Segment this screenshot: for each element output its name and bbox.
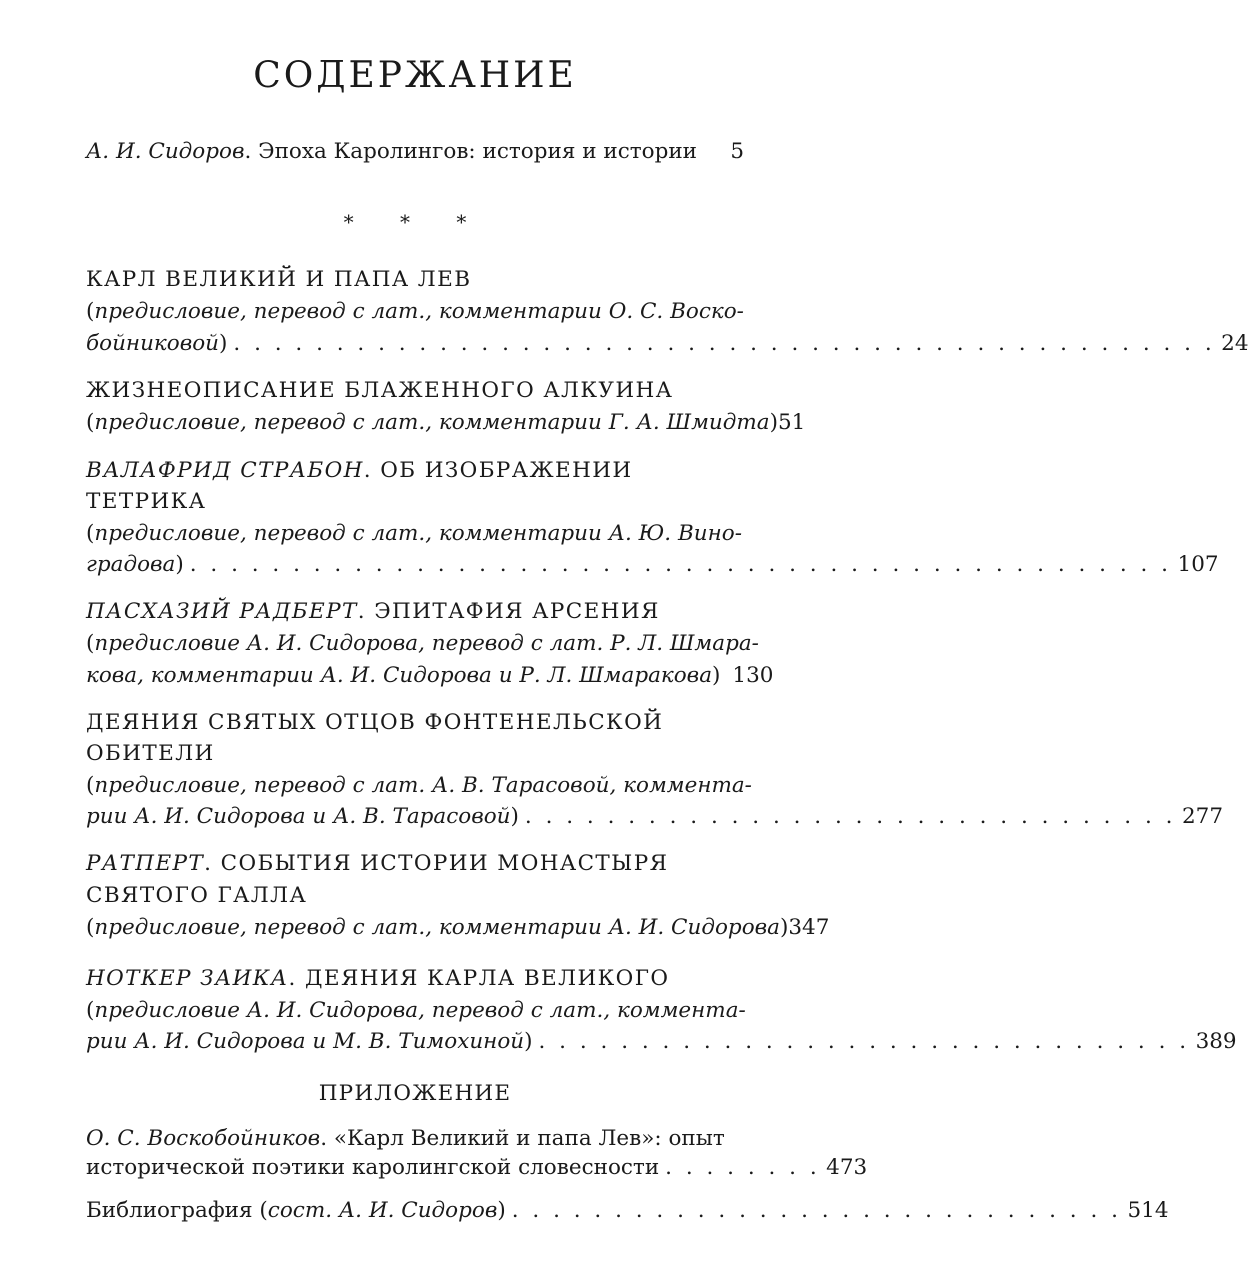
appendix-entry[interactable]: О. С. Воскобойников. «Карл Великий и папа Лев»: опыт: [86, 1126, 725, 1151]
entry-note-last: бойниковой) . . . . . . . . . . . . . . . . . . . . . . . . . . . . . . . . . . . . . . . . . . . . . . . . 24: [86, 329, 744, 359]
toc-entry-title[interactable]: ЖИЗНЕОПИСАНИЕ БЛАЖЕННОГО АЛКУИНА: [86, 378, 674, 403]
entry-note: (предисловие А. И. Сидорова, перевод с лат., коммента-: [86, 998, 746, 1023]
entry-note-last: рии А. И. Сидорова и М. В. Тимохиной) . . . . . . . . . . . . . . . . . . . . . . . . . . . . . . . . 389: [86, 1027, 744, 1057]
entry-note: (предисловие, перевод с лат., комментарии А. Ю. Вино-: [86, 521, 742, 546]
entry-author: А. И. Сидоров: [86, 139, 245, 164]
page-number: 389: [1195, 1029, 1237, 1054]
entry-author: РАТПЕРТ: [86, 851, 205, 876]
page-number: 130: [732, 663, 774, 688]
entry-note-last: кова, комментарии А. И. Сидорова и Р. Л. Шмаракова) 130: [86, 661, 744, 691]
page-number: 107: [1177, 552, 1219, 577]
toc-entry-title-cont: ОБИТЕЛИ: [86, 741, 215, 766]
section-separator: * * *: [343, 210, 487, 234]
appendix-entry-bibliography[interactable]: Библиография (сост. А. И. Сидоров) . . . . . . . . . . . . . . . . . . . . . . . . . . . . . . 514: [86, 1196, 744, 1226]
page-number: 51: [777, 410, 806, 435]
appendix-entry-last: исторической поэтики каролингской словесности . . . . . . . . 473: [86, 1153, 744, 1183]
entry-author: О. С. Воскобойников: [86, 1126, 321, 1151]
page-number: 473: [826, 1155, 868, 1180]
toc-entry-title[interactable]: НОТКЕР ЗАИКА. ДЕЯНИЯ КАРЛА ВЕЛИКОГО: [86, 966, 670, 991]
leader-dots: . . . . . . . . . . . . . . . . . . . . . . . . . . . . . . . .: [524, 804, 1176, 829]
entry-note-last: (предисловие, перевод с лат., комментарии А. И. Сидорова) 347: [86, 913, 744, 943]
toc-entry-title[interactable]: РАТПЕРТ. СОБЫТИЯ ИСТОРИИ МОНАСТЫРЯ: [86, 851, 669, 876]
page-number: 24: [1221, 331, 1249, 356]
page-number: 277: [1181, 804, 1224, 829]
leader-dots: . . . . . . . .: [665, 1155, 821, 1180]
entry-title: . Эпоха Каролингов: история и истории: [244, 139, 698, 164]
entry-note-last: (предисловие, перевод с лат., комментарии Г. А. Шмидта) 51: [86, 408, 744, 438]
appendix-heading: ПРИЛОЖЕНИЕ: [318, 1081, 512, 1106]
entry-author: ВАЛАФРИД СТРАБОН: [86, 458, 364, 483]
page-number: 5: [730, 139, 744, 164]
leader-dots: . . . . . . . . . . . . . . . . . . . . . . . . . . . . . .: [511, 1198, 1122, 1223]
entry-note: (предисловие, перевод с лат., комментарии О. С. Воско-: [86, 299, 744, 324]
entry-note: (предисловие, перевод с лат. А. В. Тарасовой, коммента-: [86, 773, 752, 798]
toc-entry-title[interactable]: ПАСХАЗИЙ РАДБЕРТ. ЭПИТАФИЯ АРСЕНИЯ: [86, 599, 660, 624]
page-number: 347: [788, 915, 830, 940]
toc-entry-intro[interactable]: [86, 137, 744, 167]
leader-dots: . . . . . . . . . . . . . . . . . . . . . . . . . . . . . . . .: [538, 1029, 1190, 1054]
entry-author: ПАСХАЗИЙ РАДБЕРТ: [86, 599, 358, 624]
toc-entry-title-cont: ТЕТРИКА: [86, 489, 207, 514]
toc-entry-title[interactable]: ВАЛАФРИД СТРАБОН. ОБ ИЗОБРАЖЕНИИ: [86, 458, 633, 483]
toc-entry-title[interactable]: ДЕЯНИЯ СВЯТЫХ ОТЦОВ ФОНТЕНЕЛЬСКОЙ: [86, 710, 664, 735]
entry-note-last: градова) . . . . . . . . . . . . . . . . . . . . . . . . . . . . . . . . . . . . . . . . . . . . . . . . 107: [86, 550, 744, 580]
toc-entry-title-cont: СВЯТОГО ГАЛЛА: [86, 883, 308, 908]
entry-note: (предисловие А. И. Сидорова, перевод с лат. Р. Л. Шмара-: [86, 631, 759, 656]
page-number: 514: [1127, 1198, 1169, 1223]
toc-entry-title[interactable]: КАРЛ ВЕЛИКИЙ И ПАПА ЛЕВ: [86, 267, 472, 292]
page-title: СОДЕРЖАНИЕ: [253, 55, 577, 96]
entry-note-last: рии А. И. Сидорова и А. В. Тарасовой) . . . . . . . . . . . . . . . . . . . . . . . . . . . . . . . . 277: [86, 802, 744, 832]
leader-dots: . . . . . . . . . . . . . . . . . . . . . . . . . . . . . . . . . . . . . . . . . . . . . . . .: [233, 331, 1216, 356]
leader-dots: . . . . . . . . . . . . . . . . . . . . . . . . . . . . . . . . . . . . . . . . . . . . . . . .: [189, 552, 1172, 577]
entry-author: НОТКЕР ЗАИКА: [86, 966, 289, 991]
